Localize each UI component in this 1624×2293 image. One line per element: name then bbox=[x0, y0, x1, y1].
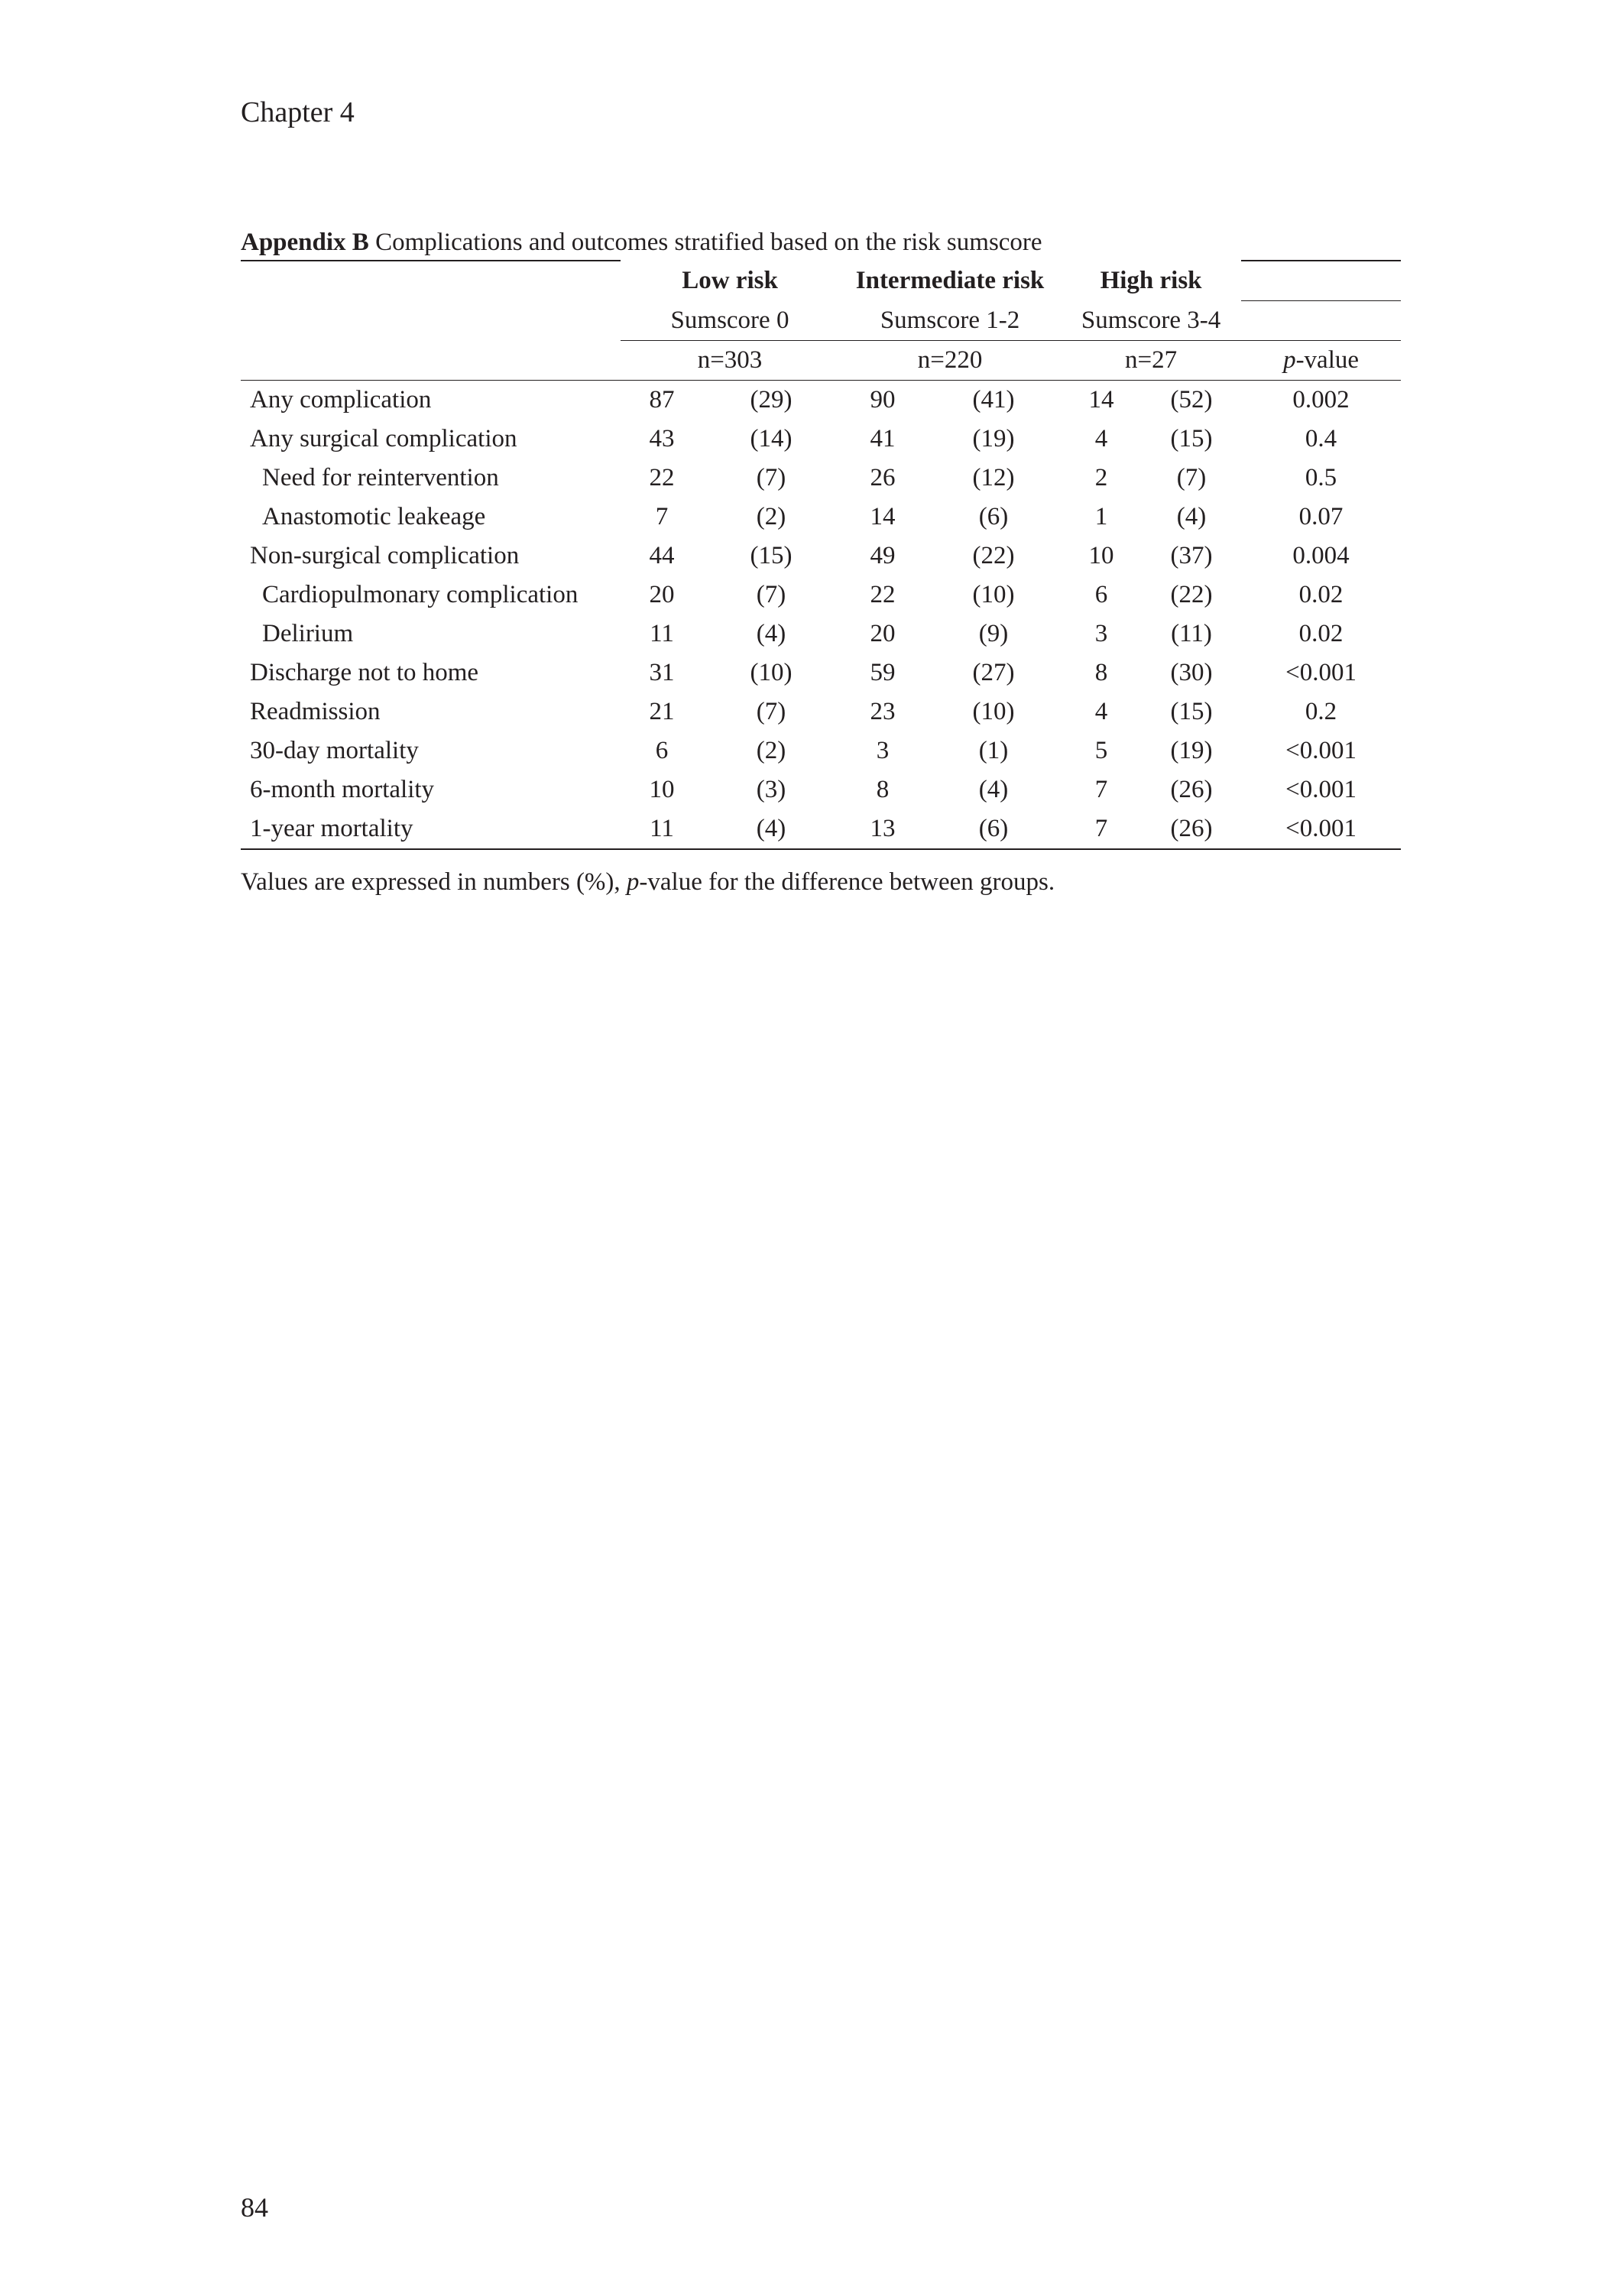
cell-low-n: 44 bbox=[649, 542, 675, 569]
cell-high-pct: (15) bbox=[1170, 425, 1213, 452]
cell-low-pct: (14) bbox=[750, 425, 793, 452]
cell-low-n: 7 bbox=[655, 503, 669, 530]
table-row bbox=[241, 654, 1401, 692]
row-label: Readmission bbox=[250, 698, 381, 725]
table-row bbox=[241, 615, 1401, 654]
group-n-high: n=27 bbox=[1061, 341, 1241, 381]
table-row bbox=[241, 692, 1401, 731]
cell-low-n: 21 bbox=[649, 698, 675, 725]
cell-p-value: <0.001 bbox=[1285, 737, 1357, 764]
cell-p-value: 0.002 bbox=[1292, 386, 1350, 414]
caption-label: Appendix B bbox=[241, 229, 369, 256]
cell-int-pct: (10) bbox=[972, 698, 1015, 725]
cell-int-pct: (41) bbox=[972, 386, 1015, 414]
cell-high-pct: (11) bbox=[1171, 620, 1212, 647]
cell-int-n: 3 bbox=[876, 737, 890, 764]
table-row bbox=[241, 809, 1401, 849]
cell-high-pct: (4) bbox=[1176, 503, 1207, 530]
row-label: Need for reintervention bbox=[262, 464, 499, 491]
cell-p-value: 0.02 bbox=[1298, 581, 1344, 608]
cell-p-value: <0.001 bbox=[1285, 659, 1357, 686]
cell-int-n: 8 bbox=[876, 776, 890, 803]
cell-p-value: 0.5 bbox=[1305, 464, 1337, 491]
cell-int-n: 26 bbox=[870, 464, 896, 491]
cell-low-pct: (7) bbox=[756, 581, 786, 608]
cell-high-pct: (26) bbox=[1170, 776, 1213, 803]
group-sumscore-intermediate: Sumscore 1-2 bbox=[839, 301, 1061, 341]
cell-high-n: 4 bbox=[1094, 425, 1108, 452]
cell-high-n: 8 bbox=[1094, 659, 1108, 686]
header-row-sumscore bbox=[241, 301, 1401, 341]
cell-low-pct: (29) bbox=[750, 386, 793, 414]
cell-low-pct: (7) bbox=[756, 698, 786, 725]
cell-high-n: 1 bbox=[1094, 503, 1108, 530]
cell-int-pct: (6) bbox=[926, 809, 1061, 849]
row-label: 6-month mortality bbox=[250, 776, 435, 803]
group-sumscore-low: Sumscore 0 bbox=[621, 301, 839, 341]
row-label: Anastomotic leakeage bbox=[262, 503, 486, 530]
header-row-groups bbox=[241, 261, 1401, 301]
group-title-intermediate: Intermediate risk bbox=[855, 266, 1045, 294]
group-n-low: n=303 bbox=[621, 341, 839, 381]
row-label: Delirium bbox=[262, 620, 354, 647]
results-table bbox=[241, 260, 1401, 850]
cell-low-n: 10 bbox=[649, 776, 675, 803]
cell-int-pct: (6) bbox=[978, 503, 1009, 530]
cell-p-value: 0.07 bbox=[1298, 503, 1344, 530]
group-n-intermediate: n=220 bbox=[839, 341, 1061, 381]
cell-low-n: 22 bbox=[649, 464, 675, 491]
cell-high-pct: (19) bbox=[1170, 737, 1213, 764]
cell-p-value: 0.2 bbox=[1305, 698, 1337, 725]
cell-int-pct: (1) bbox=[978, 737, 1009, 764]
row-label: Any complication bbox=[250, 386, 432, 414]
cell-low-pct: (4) bbox=[756, 620, 786, 647]
cell-low-n: 87 bbox=[649, 386, 675, 414]
cell-high-pct: (52) bbox=[1170, 386, 1213, 414]
cell-low-pct: (3) bbox=[756, 776, 786, 803]
page-number: 84 bbox=[241, 2192, 268, 2223]
cell-p-value: 0.4 bbox=[1305, 425, 1337, 452]
cell-high-n: 14 bbox=[1088, 386, 1114, 414]
table-caption bbox=[241, 227, 1042, 258]
caption-text: Complications and outcomes stratified based on the risk sumscore bbox=[368, 229, 1042, 256]
cell-p-value: 0.004 bbox=[1292, 542, 1350, 569]
cell-int-n: 23 bbox=[870, 698, 896, 725]
table-row bbox=[241, 459, 1401, 498]
cell-int-n: 22 bbox=[870, 581, 896, 608]
cell-high-pct: (26) bbox=[1142, 809, 1241, 849]
table-row bbox=[241, 537, 1401, 576]
cell-int-n: 13 bbox=[839, 809, 926, 849]
row-label: 30-day mortality bbox=[250, 737, 419, 764]
cell-low-pct: (7) bbox=[756, 464, 786, 491]
group-sumscore-high: Sumscore 3-4 bbox=[1061, 301, 1241, 341]
row-label: Any surgical complication bbox=[250, 425, 517, 452]
cell-high-n: 7 bbox=[1061, 809, 1142, 849]
cell-high-n: 2 bbox=[1094, 464, 1108, 491]
table-row bbox=[241, 731, 1401, 770]
cell-int-n: 41 bbox=[870, 425, 896, 452]
cell-high-n: 5 bbox=[1094, 737, 1108, 764]
cell-int-n: 14 bbox=[870, 503, 896, 530]
cell-low-n: 6 bbox=[655, 737, 669, 764]
group-title-low: Low risk bbox=[682, 266, 778, 294]
cell-int-n: 59 bbox=[870, 659, 896, 686]
cell-p-value: <0.001 bbox=[1241, 809, 1401, 849]
cell-int-pct: (4) bbox=[978, 776, 1009, 803]
cell-p-value: 0.02 bbox=[1298, 620, 1344, 647]
cell-high-pct: (15) bbox=[1170, 698, 1213, 725]
table-row bbox=[241, 420, 1401, 459]
cell-high-pct: (37) bbox=[1170, 542, 1213, 569]
header-row-n bbox=[241, 341, 1401, 381]
cell-high-pct: (7) bbox=[1176, 464, 1207, 491]
row-label: Discharge not to home bbox=[250, 659, 479, 686]
cell-low-n: 11 bbox=[621, 809, 703, 849]
row-label: Cardiopulmonary complication bbox=[262, 581, 579, 608]
group-title-high: High risk bbox=[1100, 266, 1202, 294]
row-label: 1-year mortality bbox=[241, 809, 621, 849]
table-row bbox=[241, 381, 1401, 420]
cell-high-pct: (22) bbox=[1170, 581, 1213, 608]
cell-int-n: 49 bbox=[870, 542, 896, 569]
cell-low-pct: (10) bbox=[750, 659, 793, 686]
cell-low-n: 11 bbox=[650, 620, 674, 647]
cell-low-pct: (2) bbox=[756, 503, 786, 530]
cell-int-pct: (12) bbox=[972, 464, 1015, 491]
cell-int-pct: (9) bbox=[978, 620, 1009, 647]
cell-high-n: 10 bbox=[1088, 542, 1114, 569]
cell-int-pct: (27) bbox=[972, 659, 1015, 686]
table-row bbox=[241, 770, 1401, 809]
cell-low-n: 20 bbox=[649, 581, 675, 608]
cell-int-pct: (19) bbox=[972, 425, 1015, 452]
cell-low-n: 43 bbox=[649, 425, 675, 452]
cell-low-pct: (15) bbox=[750, 542, 793, 569]
cell-low-pct: (4) bbox=[703, 809, 839, 849]
table-body bbox=[241, 381, 1401, 850]
cell-high-n: 3 bbox=[1094, 620, 1108, 647]
pvalue-header: p-value bbox=[1241, 341, 1401, 381]
cell-high-n: 4 bbox=[1094, 698, 1108, 725]
cell-high-n: 7 bbox=[1094, 776, 1108, 803]
running-head: Chapter 4 bbox=[241, 96, 355, 128]
cell-int-n: 90 bbox=[870, 386, 896, 414]
cell-low-n: 31 bbox=[649, 659, 675, 686]
cell-int-n: 20 bbox=[870, 620, 896, 647]
cell-low-pct: (2) bbox=[756, 737, 786, 764]
table-footnote: Values are expressed in numbers (%), p-value for the difference between groups. bbox=[241, 868, 1055, 896]
table-row bbox=[241, 498, 1401, 537]
cell-p-value: <0.001 bbox=[1285, 776, 1357, 803]
table-row bbox=[241, 576, 1401, 615]
cell-high-n: 6 bbox=[1094, 581, 1108, 608]
cell-int-pct: (10) bbox=[972, 581, 1015, 608]
cell-high-pct: (30) bbox=[1170, 659, 1213, 686]
row-label: Non-surgical complication bbox=[250, 542, 520, 569]
cell-int-pct: (22) bbox=[972, 542, 1015, 569]
